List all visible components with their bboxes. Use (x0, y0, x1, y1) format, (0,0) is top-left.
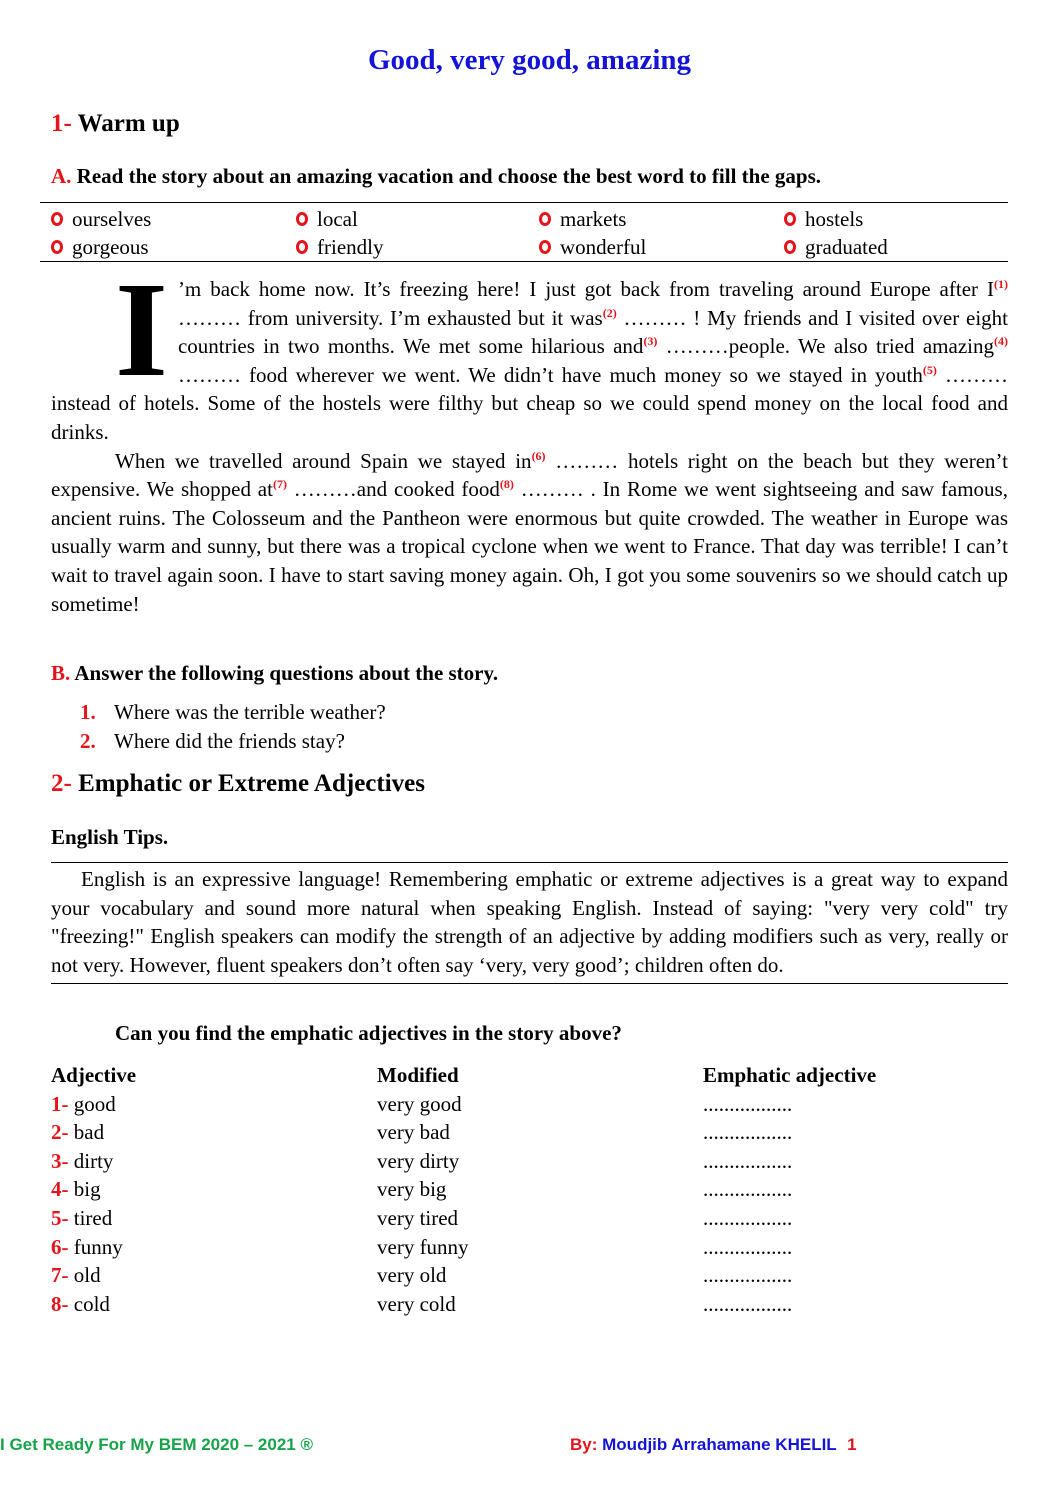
story-segment: ……… . In Rome we went sightseeing and saw famous, ancient ruins. The Colosseum and the Pantheon were enormous but quite crowded. The weather in Europe was usually warm and sunny, but there was a tropical cyclone when we went to France. That day was terrible! I can’t wait to travel again soon. I have to start saving money again. Oh, I got you some souvenirs so we should catch up sometime! (51, 477, 1008, 616)
story-segment: ……… from university. I’m exhausted but it was (177, 305, 603, 330)
by-label: By: (570, 1435, 598, 1454)
table-row (51, 1261, 1008, 1290)
story-paragraph (51, 447, 1008, 619)
instruction-text: Answer the following questions about the story. (74, 661, 499, 685)
adjective-cell (51, 1118, 377, 1147)
adjective-text: old (73, 1263, 101, 1288)
part-b-instruction (51, 659, 498, 687)
row-number: 8- (51, 1291, 69, 1316)
story-text (51, 255, 1009, 618)
story-segment: ………people. We also tried amazing (657, 334, 994, 359)
choice-label: local (317, 207, 358, 231)
row-number: 4- (51, 1177, 69, 1202)
adjective-text: bad (73, 1120, 105, 1145)
radio-circle-icon[interactable] (784, 240, 796, 254)
drop-cap: I (115, 255, 168, 405)
column-header: Adjective (51, 1063, 137, 1087)
part-label: B. (51, 661, 71, 685)
story-segment: ……… food wherever we went. We didn’t have much money so we stayed in youth (177, 362, 923, 387)
choice-label: markets (560, 207, 627, 231)
story-segment: ……… hotels right on the beach but they weren’t expensive. We shopped at (51, 448, 1008, 502)
story-paragraph (51, 255, 1009, 447)
part-a-instruction (51, 162, 821, 190)
footer-left: I Get Ready For My BEM 2020 – 2021 ® (0, 1435, 313, 1454)
modified-cell: very funny (377, 1234, 469, 1259)
gap-number: (6) (531, 448, 546, 463)
section-number: 2- (51, 770, 72, 797)
adjective-cell (51, 1090, 377, 1119)
table-row (51, 1118, 1008, 1147)
modified-cell: very tired (377, 1205, 459, 1230)
gap-number: (8) (499, 477, 514, 492)
choice-label: graduated (805, 235, 888, 259)
choice-label: hostels (805, 207, 864, 231)
table-row (51, 1090, 1008, 1119)
word-choice[interactable] (784, 205, 1019, 233)
adjective-text: big (73, 1177, 101, 1202)
emphatic-answer-blank[interactable]: ................. (703, 1234, 793, 1259)
column-header: Emphatic adjective (703, 1063, 877, 1087)
modified-cell: very cold (377, 1291, 456, 1316)
row-number: 6- (51, 1234, 69, 1259)
emphatic-answer-blank[interactable]: ................. (703, 1091, 793, 1116)
story-segment: ……… instead of hotels. Some of the hostels were filthy but cheap so we could spend money on the local food and drinks. (51, 362, 1008, 444)
adjective-cell (51, 1175, 377, 1204)
modified-cell: very dirty (377, 1148, 460, 1173)
adjective-text: tired (73, 1205, 113, 1230)
gap-number: (7) (272, 477, 287, 492)
tips-text: English is an expressive language! Remembering emphatic or extreme adjectives is a great way to expand your vocabulary and sound more natural when speaking English. Instead of saying: "very very cold" try "freezing!" English speakers can modify the strength of an adjective by adding modifiers such as very, really or not very. However, fluent speakers don’t often say ‘very, very good’; children often do. (51, 867, 1008, 977)
word-choice[interactable] (296, 205, 539, 233)
gap-number: (5) (922, 362, 937, 377)
adjective-cell (51, 1261, 377, 1290)
section-title: Emphatic or Extreme Adjectives (78, 770, 426, 797)
choice-label: ourselves (72, 207, 152, 231)
adjective-text: dirty (73, 1148, 114, 1173)
question-number: 2. (80, 729, 96, 753)
table-header-row (51, 1061, 1008, 1090)
table-row (51, 1175, 1008, 1204)
question-text: Where was the terrible weather? (114, 700, 386, 724)
row-number: 7- (51, 1263, 69, 1288)
radio-circle-icon[interactable] (296, 212, 308, 226)
find-prompt: Can you find the emphatic adjectives in the story above? (115, 1021, 622, 1045)
gap-number: (2) (602, 305, 617, 320)
page-number: 1 (847, 1435, 857, 1454)
question-number: 1. (80, 700, 96, 724)
emphatic-answer-blank[interactable]: ................. (703, 1177, 793, 1202)
table-row (51, 1204, 1008, 1233)
word-choice[interactable] (784, 233, 1019, 261)
section-2-heading (51, 768, 425, 800)
section-title: Warm up (77, 110, 180, 137)
story-segment: When we travelled around Spain we stayed in (115, 448, 532, 473)
emphatic-answer-blank[interactable]: ................. (703, 1205, 793, 1230)
modified-cell: very old (377, 1263, 447, 1288)
adjective-cell (51, 1204, 377, 1233)
word-choice[interactable] (539, 233, 784, 261)
question-text: Where did the friends stay? (114, 729, 345, 753)
gap-number: (3) (643, 334, 658, 349)
adjective-text: cold (73, 1291, 110, 1316)
emphatic-answer-blank[interactable]: ................. (703, 1120, 793, 1145)
page-title: Good, very good, amazing (367, 44, 692, 76)
author-name: Moudjib Arrahamane KHELIL (602, 1435, 837, 1454)
radio-circle-icon[interactable] (51, 240, 63, 254)
instruction-text: Read the story about an amazing vacation and choose the best word to fill the gaps. (76, 164, 822, 188)
emphatic-answer-blank[interactable]: ................. (703, 1291, 793, 1316)
tips-box (51, 862, 1008, 984)
choice-label: wonderful (560, 235, 647, 259)
adjective-table (51, 1061, 1008, 1318)
adjective-cell (51, 1233, 377, 1262)
radio-circle-icon[interactable] (784, 212, 796, 226)
row-number: 1- (51, 1091, 69, 1116)
section-1-heading (51, 108, 180, 140)
gap-number: (4) (994, 334, 1008, 349)
question-list (80, 698, 386, 756)
word-choice[interactable] (51, 233, 296, 261)
column-header: Modified (377, 1063, 459, 1087)
table-row (51, 1233, 1008, 1262)
word-choice[interactable] (296, 233, 539, 261)
radio-circle-icon[interactable] (51, 212, 63, 226)
word-bank (40, 202, 1008, 262)
story-segment: ’m back home now. It’s freezing here! I just got back from traveling around Europe after I (177, 277, 994, 301)
emphatic-answer-blank[interactable]: ................. (703, 1263, 793, 1288)
question-item (80, 727, 386, 756)
radio-circle-icon[interactable] (539, 212, 551, 226)
modified-cell: very good (377, 1091, 462, 1116)
table-row (51, 1290, 1008, 1319)
row-number: 2- (51, 1120, 69, 1145)
modified-cell: very big (377, 1177, 447, 1202)
word-choice[interactable] (539, 205, 784, 233)
adjective-text: good (73, 1091, 116, 1116)
part-label: A. (51, 164, 72, 188)
section-number: 1- (51, 110, 72, 137)
table-row (51, 1147, 1008, 1176)
word-choice[interactable] (51, 205, 296, 233)
emphatic-answer-blank[interactable]: ................. (703, 1148, 793, 1173)
tips-heading: English Tips. (51, 825, 169, 849)
gap-number: (1) (994, 277, 1008, 291)
question-item (80, 698, 386, 727)
choice-label: gorgeous (72, 235, 149, 259)
choice-label: friendly (317, 235, 384, 259)
story-segment: ……… ! My friends and I visited over eight countries in two months. We met some hilarious and (177, 305, 1009, 359)
modified-cell: very bad (377, 1120, 450, 1145)
story-segment: ………and cooked food (286, 477, 500, 502)
row-number: 5- (51, 1205, 69, 1230)
row-number: 3- (51, 1148, 69, 1173)
adjective-cell (51, 1147, 377, 1176)
footer-credit (570, 1434, 857, 1456)
radio-circle-icon[interactable] (296, 240, 308, 254)
adjective-cell (51, 1290, 377, 1319)
adjective-text: funny (73, 1234, 123, 1259)
radio-circle-icon[interactable] (539, 240, 551, 254)
